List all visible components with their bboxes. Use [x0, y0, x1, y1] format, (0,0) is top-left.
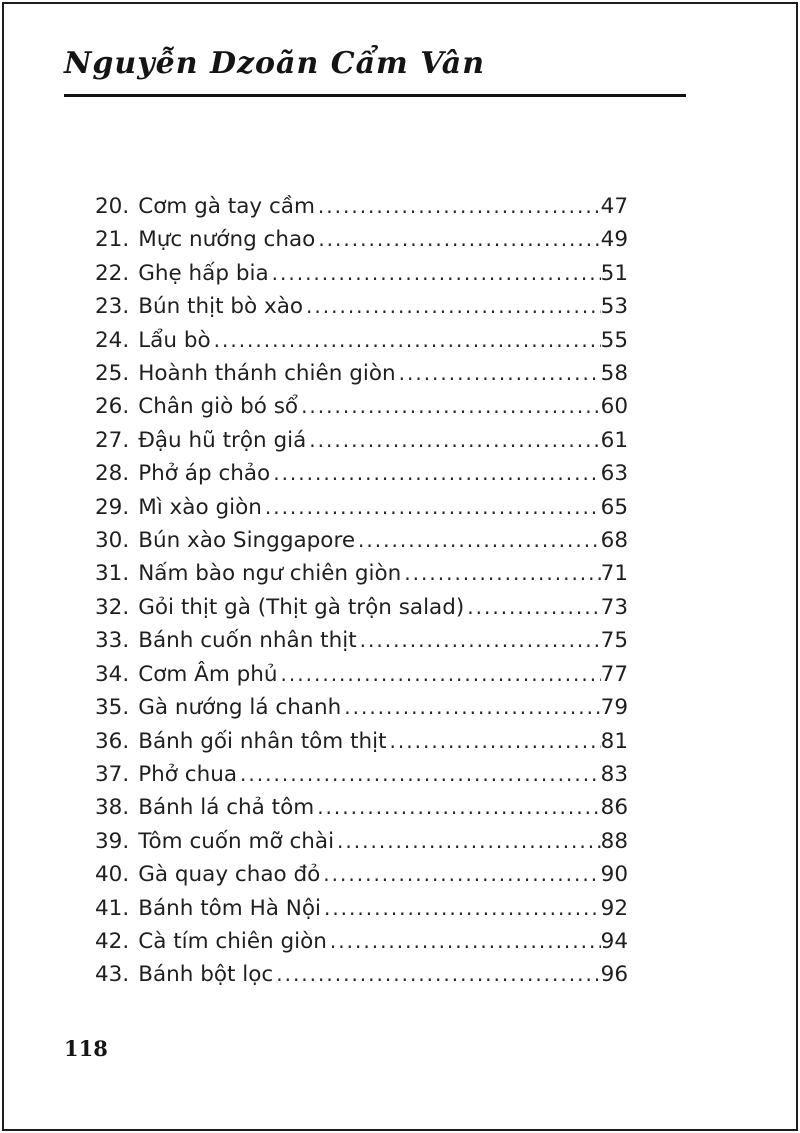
toc-entry-page: 81 [600, 728, 628, 754]
dot-leader [306, 424, 600, 457]
toc-entry-page: 47 [600, 194, 628, 219]
toc-entry-title: Bánh gối nhân tôm thịt [138, 728, 387, 754]
toc-entry-page: 94 [600, 928, 628, 954]
toc-entry-number: 40. [95, 862, 130, 888]
toc-entry-number: 42. [95, 928, 130, 954]
dot-leader [355, 524, 601, 557]
dot-leader [211, 324, 601, 357]
toc-entry-page: 88 [600, 828, 628, 854]
toc-entry-number: 30. [95, 528, 130, 554]
table-of-contents [95, 190, 628, 992]
dot-leader [320, 858, 600, 891]
toc-entry [95, 257, 628, 290]
toc-entry-title: Nấm bào ngư chiên giòn [138, 561, 402, 587]
toc-entry-title: Cà tím chiên giòn [138, 928, 327, 954]
toc-entry [95, 223, 628, 256]
toc-entry-title: Ghẹ hấp bia [138, 260, 269, 286]
toc-entry-page: 49 [600, 227, 628, 253]
page-footer [64, 1036, 108, 1061]
toc-entry-number: 35. [95, 695, 130, 721]
toc-entry [95, 691, 628, 724]
toc-entry-title: Cơm gà tay cầm [138, 194, 315, 219]
toc-entry-title: Bún thịt bò xào [138, 294, 304, 320]
toc-entry-number: 20. [95, 194, 130, 219]
toc-entry [95, 758, 628, 791]
toc-entry-page: 58 [600, 361, 628, 387]
toc-entry [95, 190, 628, 223]
dot-leader [334, 825, 601, 858]
toc-entry-title: Gà nướng lá chanh [138, 695, 342, 721]
toc-entry-number: 33. [95, 628, 130, 654]
toc-entry-title: Bánh cuốn nhân thịt [138, 628, 357, 654]
toc-entry [95, 424, 628, 457]
header-rule [64, 94, 686, 97]
toc-entry-page: 83 [600, 761, 628, 787]
toc-entry-page: 71 [600, 561, 628, 587]
toc-entry-title: Lẩu bò [138, 327, 211, 353]
toc-entry-title: Bánh tôm Hà Nội [138, 895, 321, 921]
toc-entry [95, 725, 628, 758]
toc-entry-number: 22. [95, 260, 130, 286]
toc-entry-number: 31. [95, 561, 130, 587]
toc-entry-page: 79 [600, 695, 628, 721]
dot-leader [314, 791, 600, 824]
dot-leader [315, 223, 600, 256]
toc-entry-title: Bánh bột lọc [138, 962, 274, 988]
toc-entry [95, 925, 628, 958]
toc-entry [95, 491, 628, 524]
toc-entry [95, 791, 628, 824]
toc-entry [95, 825, 628, 858]
toc-entry [95, 858, 628, 891]
toc-entry-number: 32. [95, 594, 130, 620]
toc-entry-page: 63 [600, 461, 628, 487]
toc-entry [95, 290, 628, 323]
toc-entry [95, 557, 628, 590]
toc-entry [95, 457, 628, 490]
toc-entry-title: Gà quay chao đỏ [138, 862, 321, 888]
toc-entry-number: 27. [95, 427, 130, 453]
toc-entry-number: 23. [95, 294, 130, 320]
toc-entry-number: 37. [95, 761, 130, 787]
toc-entry-title: Mì xào giòn [138, 494, 262, 520]
dot-leader [357, 624, 601, 657]
toc-entry [95, 658, 628, 691]
toc-entry-page: 90 [600, 862, 628, 888]
dot-leader [278, 658, 601, 691]
toc-entry-page: 61 [600, 427, 628, 453]
author-name: Nguyễn Dzoãn Cẩm Vân [64, 46, 486, 81]
toc-entry-page: 75 [600, 628, 628, 654]
toc-entry-page: 55 [600, 327, 628, 353]
toc-entry-title: Hoành thánh chiên giòn [138, 361, 396, 387]
dot-leader [387, 725, 601, 758]
toc-entry-page: 96 [600, 962, 628, 988]
dot-leader [401, 557, 600, 590]
toc-entry-number: 21. [95, 227, 130, 253]
toc-entry [95, 390, 628, 423]
toc-entry-title: Tôm cuốn mỡ chài [138, 828, 335, 854]
toc-entry [95, 591, 628, 624]
toc-entry-title: Bánh lá chả tôm [138, 795, 315, 821]
toc-entry-page: 65 [600, 494, 628, 520]
dot-leader [464, 591, 600, 624]
toc-entry-number: 38. [95, 795, 130, 821]
toc-entry-page: 51 [600, 260, 628, 286]
dot-leader [273, 958, 600, 991]
toc-entry [95, 357, 628, 390]
toc-entry-number: 26. [95, 394, 130, 420]
toc-entry-number: 29. [95, 494, 130, 520]
dot-leader [327, 925, 601, 958]
toc-entry [95, 524, 628, 557]
dot-leader [270, 457, 600, 490]
toc-entry [95, 624, 628, 657]
dot-leader [298, 390, 601, 423]
dot-leader [269, 257, 601, 290]
toc-entry-title: Gỏi thịt gà (Thịt gà trộn salad) [138, 594, 465, 620]
dot-leader [321, 892, 601, 925]
toc-entry-page: 92 [600, 895, 628, 921]
toc-entry-title: Cơm Âm phủ [138, 661, 278, 687]
toc-entry-number: 25. [95, 361, 130, 387]
toc-entry-title: Mực nướng chao [138, 227, 316, 253]
toc-entry-page: 60 [600, 394, 628, 420]
dot-leader [396, 357, 601, 390]
toc-entry-page: 53 [600, 294, 628, 320]
toc-entry [95, 958, 628, 991]
toc-entry-title: Phở áp chảo [138, 461, 271, 487]
toc-entry-number: 36. [95, 728, 130, 754]
toc-entry-page: 77 [600, 661, 628, 687]
folio-page-number: 118 [64, 1036, 108, 1061]
dot-leader [315, 190, 601, 223]
toc-entry [95, 892, 628, 925]
toc-entry-number: 24. [95, 327, 130, 353]
toc-entry-title: Đậu hũ trộn giá [138, 427, 307, 453]
toc-entry-title: Phở chua [138, 761, 238, 787]
toc-entry-page: 68 [600, 528, 628, 554]
toc-entry-page: 73 [600, 594, 628, 620]
dot-leader [341, 691, 600, 724]
dot-leader [237, 758, 601, 791]
toc-entry-title: Bún xào Singgapore [138, 528, 356, 554]
toc-entry [95, 324, 628, 357]
dot-leader [262, 491, 601, 524]
dot-leader [303, 290, 601, 323]
toc-entry-title: Chân giò bó sổ [138, 394, 299, 420]
toc-entry-number: 41. [95, 895, 130, 921]
toc-entry-number: 34. [95, 661, 130, 687]
page-header [64, 46, 686, 97]
toc-entry-number: 28. [95, 461, 130, 487]
toc-entry-number: 43. [95, 962, 130, 988]
toc-entry-number: 39. [95, 828, 130, 854]
toc-entry-page: 86 [600, 795, 628, 821]
